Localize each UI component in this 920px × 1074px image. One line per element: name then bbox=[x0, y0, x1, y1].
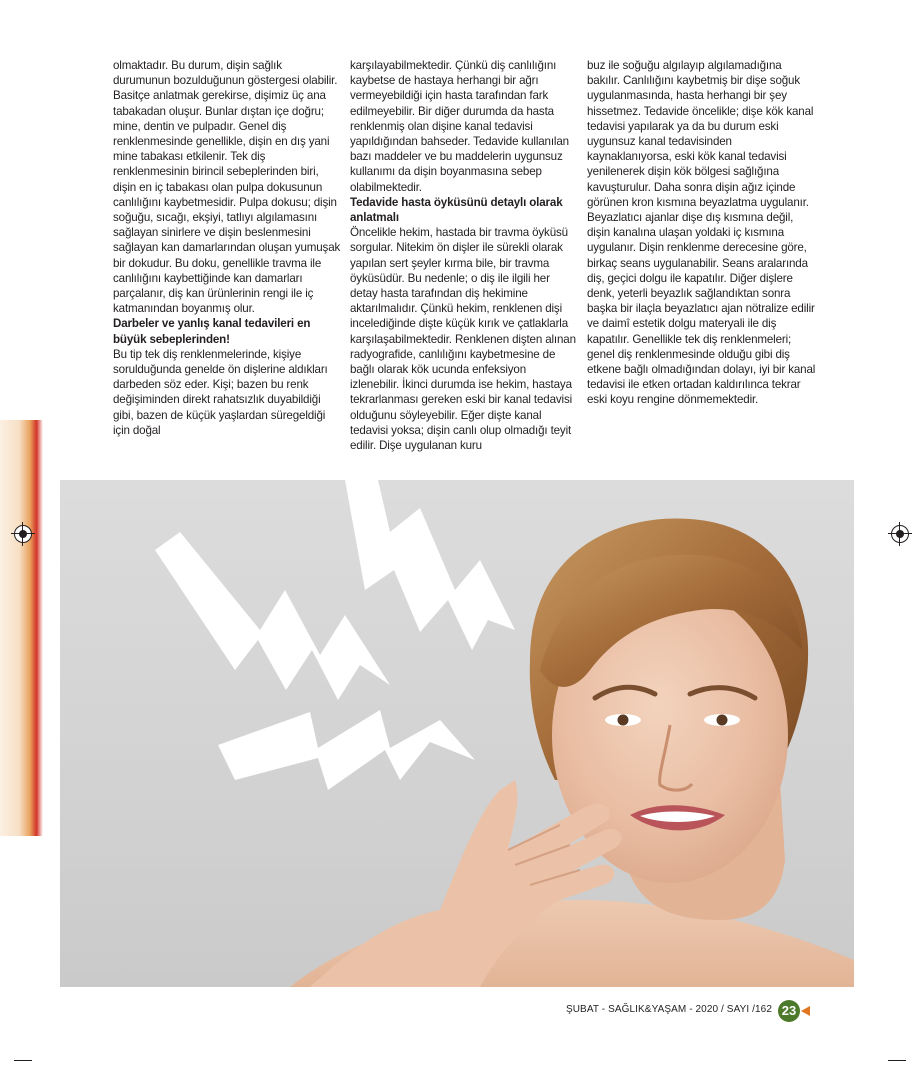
registration-mark-left bbox=[14, 525, 32, 543]
crop-mark-bottom-left bbox=[14, 1060, 32, 1061]
paragraph: karşılayabilmektedir. Çünkü diş canlılığını kaybetse de hastaya herhangi bir ağrı vermeyebildiği için hasta tarafından fark edilmeyebilir. Bir diğer durumda da hasta renklenmiş olan dişine kanal tedavisi yapıldığından bahseder. Tedavide kullanılan bazı maddeler ve bu maddelerin uygunsuz kullanımı da dişin boyanmasına sebep olabilmektedir. bbox=[350, 59, 569, 194]
arrow-left-icon bbox=[801, 1006, 810, 1016]
registration-mark-right bbox=[891, 525, 909, 543]
footer-issue-info: ŞUBAT - SAĞLIK&YAŞAM - 2020 / SAYI /162 bbox=[565, 1004, 772, 1015]
lightning-bolt-icon bbox=[155, 532, 390, 700]
text-column-3 bbox=[587, 58, 817, 408]
paragraph: buz ile soğuğu algılayıp algılamadığına bakılır. Canlılığını kaybetmiş bir dişe soğuk uygulanmasında, hasta herhangi bir şey hissetmez. Tedavide öncelikle; dişe kök kanal tedavisi yapılarak ya da bu durum eski uygunsuz kanal tedavisinden kaynaklanıyorsa, eski kök kanal tedavisi yenilenerek dişin kök bölgesi sağlığına kavuşturulur. Daha sonra dişin ağız içinde görünen kron kısmına beyazlatma uygulanır. Beyazlatıcı ajanlar dişe dış kısmına değil, dişin kanalına ulaşan yoldaki iç kısmına uygulanır. Dişin renklenme derecesine göre, birkaç seans uygulanabilir. Seans aralarında diş, geçici dolgu ile kapatılır. Diğer dişlere denk, yeterli beyazlık sağlandıktan sonra başka bir ilaçla beyazlatıcı ajan nötralize edilir ve daimî estetik dolgu materyali ile diş kapatılır. Genellikle tek diş renklenmeleri; genel diş renklenmesinde olduğu gibi diş etkene bağlı olmadığından dolayı, iyi bir kanal tedavisi ile etken ortadan kaldırılınca tekrar eski koyu rengine dönmemektedir. bbox=[587, 59, 816, 407]
paragraph: Bu tip tek diş renklenmelerinde, kişiye sorulduğunda genelde ön dişlerine aldıkları darbeden söz eder. Kişi; bazen bu renk değişiminden direkt rahatsızlık duyabildiği gibi, bazen de küçük yaşlardan süregeldiği için doğal bbox=[113, 347, 328, 437]
lightning-bolt-icon bbox=[218, 710, 475, 790]
text-column-1 bbox=[113, 58, 341, 438]
paragraph: Öncelikle hekim, hastada bir travma öyküsü sorgular. Nitekim ön dişler ile sürekli olarak yapılan sert şeyler kırma bile, bir travma öyküsüdür. Bu nedenle; o diş ile ilgili her detay hasta tarafından diş hekimine aktarılmalıdır. Çünkü hekim, renklenen dişi incelediğinde dişte küçük kırık ve çatlaklarla karşılaşabilmektedir. Renklenen dişten alınan radyografide, canlılığını kaybetmesine de bağlı olarak kök ucunda enfeksiyon izlenebilir. İkinci durumda ise hekim, hastaya tekrarlanması gereken eski bir kanal tedavisi olduğunu söyleyebilir. Eğer dişte kanal tedavisi yoksa; dişin canlı olup olmadığı teyit edilir. Dişe uygulanan kuru bbox=[350, 226, 576, 453]
paragraph: olmaktadır. Bu durum, dişin sağlık durumunun bozulduğunun göstergesi olabilir. Basitçe anlatmak gerekirse, dişimiz üç ana tabakadan oluşur. Bunlar dıştan içe doğru; mine, dentin ve pulpadır. Genel diş renklenmesinde genellikle, dişin en dış yani mine tabakası etkilenir. Tek diş renklenmesinin birincil sebeplerinden biri, dişin en iç tabakası olan pulpa dokusunun canlılığını kaybetmesidir. Pulpa dokusu; dişin soğuğu, sıcağı, ekşiyi, tatlıyı algılamasını sağlayan sinirlere ve dişin beslenmesini sağlayan kan damarlarından oluşan yumuşak bir dokudur. Bu doku, genellikle travma ile canlılığını kaybettiğinde kan damarları parçalanır, diş kan ürünlerinin rengi ile iç katmanından boyanmış olur. bbox=[113, 59, 341, 316]
subheading: Tedavide hasta öyküsünü detaylı olarak anlatmalı bbox=[350, 195, 563, 225]
text-column-2 bbox=[350, 58, 578, 453]
subheading: Darbeler ve yanlış kanal tedavileri en büyük sebeplerinden! bbox=[113, 317, 311, 346]
crop-mark-bottom-right bbox=[888, 1060, 906, 1061]
adjacent-page-edge bbox=[0, 420, 43, 836]
toothache-photo bbox=[60, 480, 854, 987]
page-number-badge: 23 bbox=[778, 1000, 800, 1022]
lightning-bolt-icon bbox=[345, 480, 515, 650]
page-footer bbox=[565, 1000, 820, 1022]
